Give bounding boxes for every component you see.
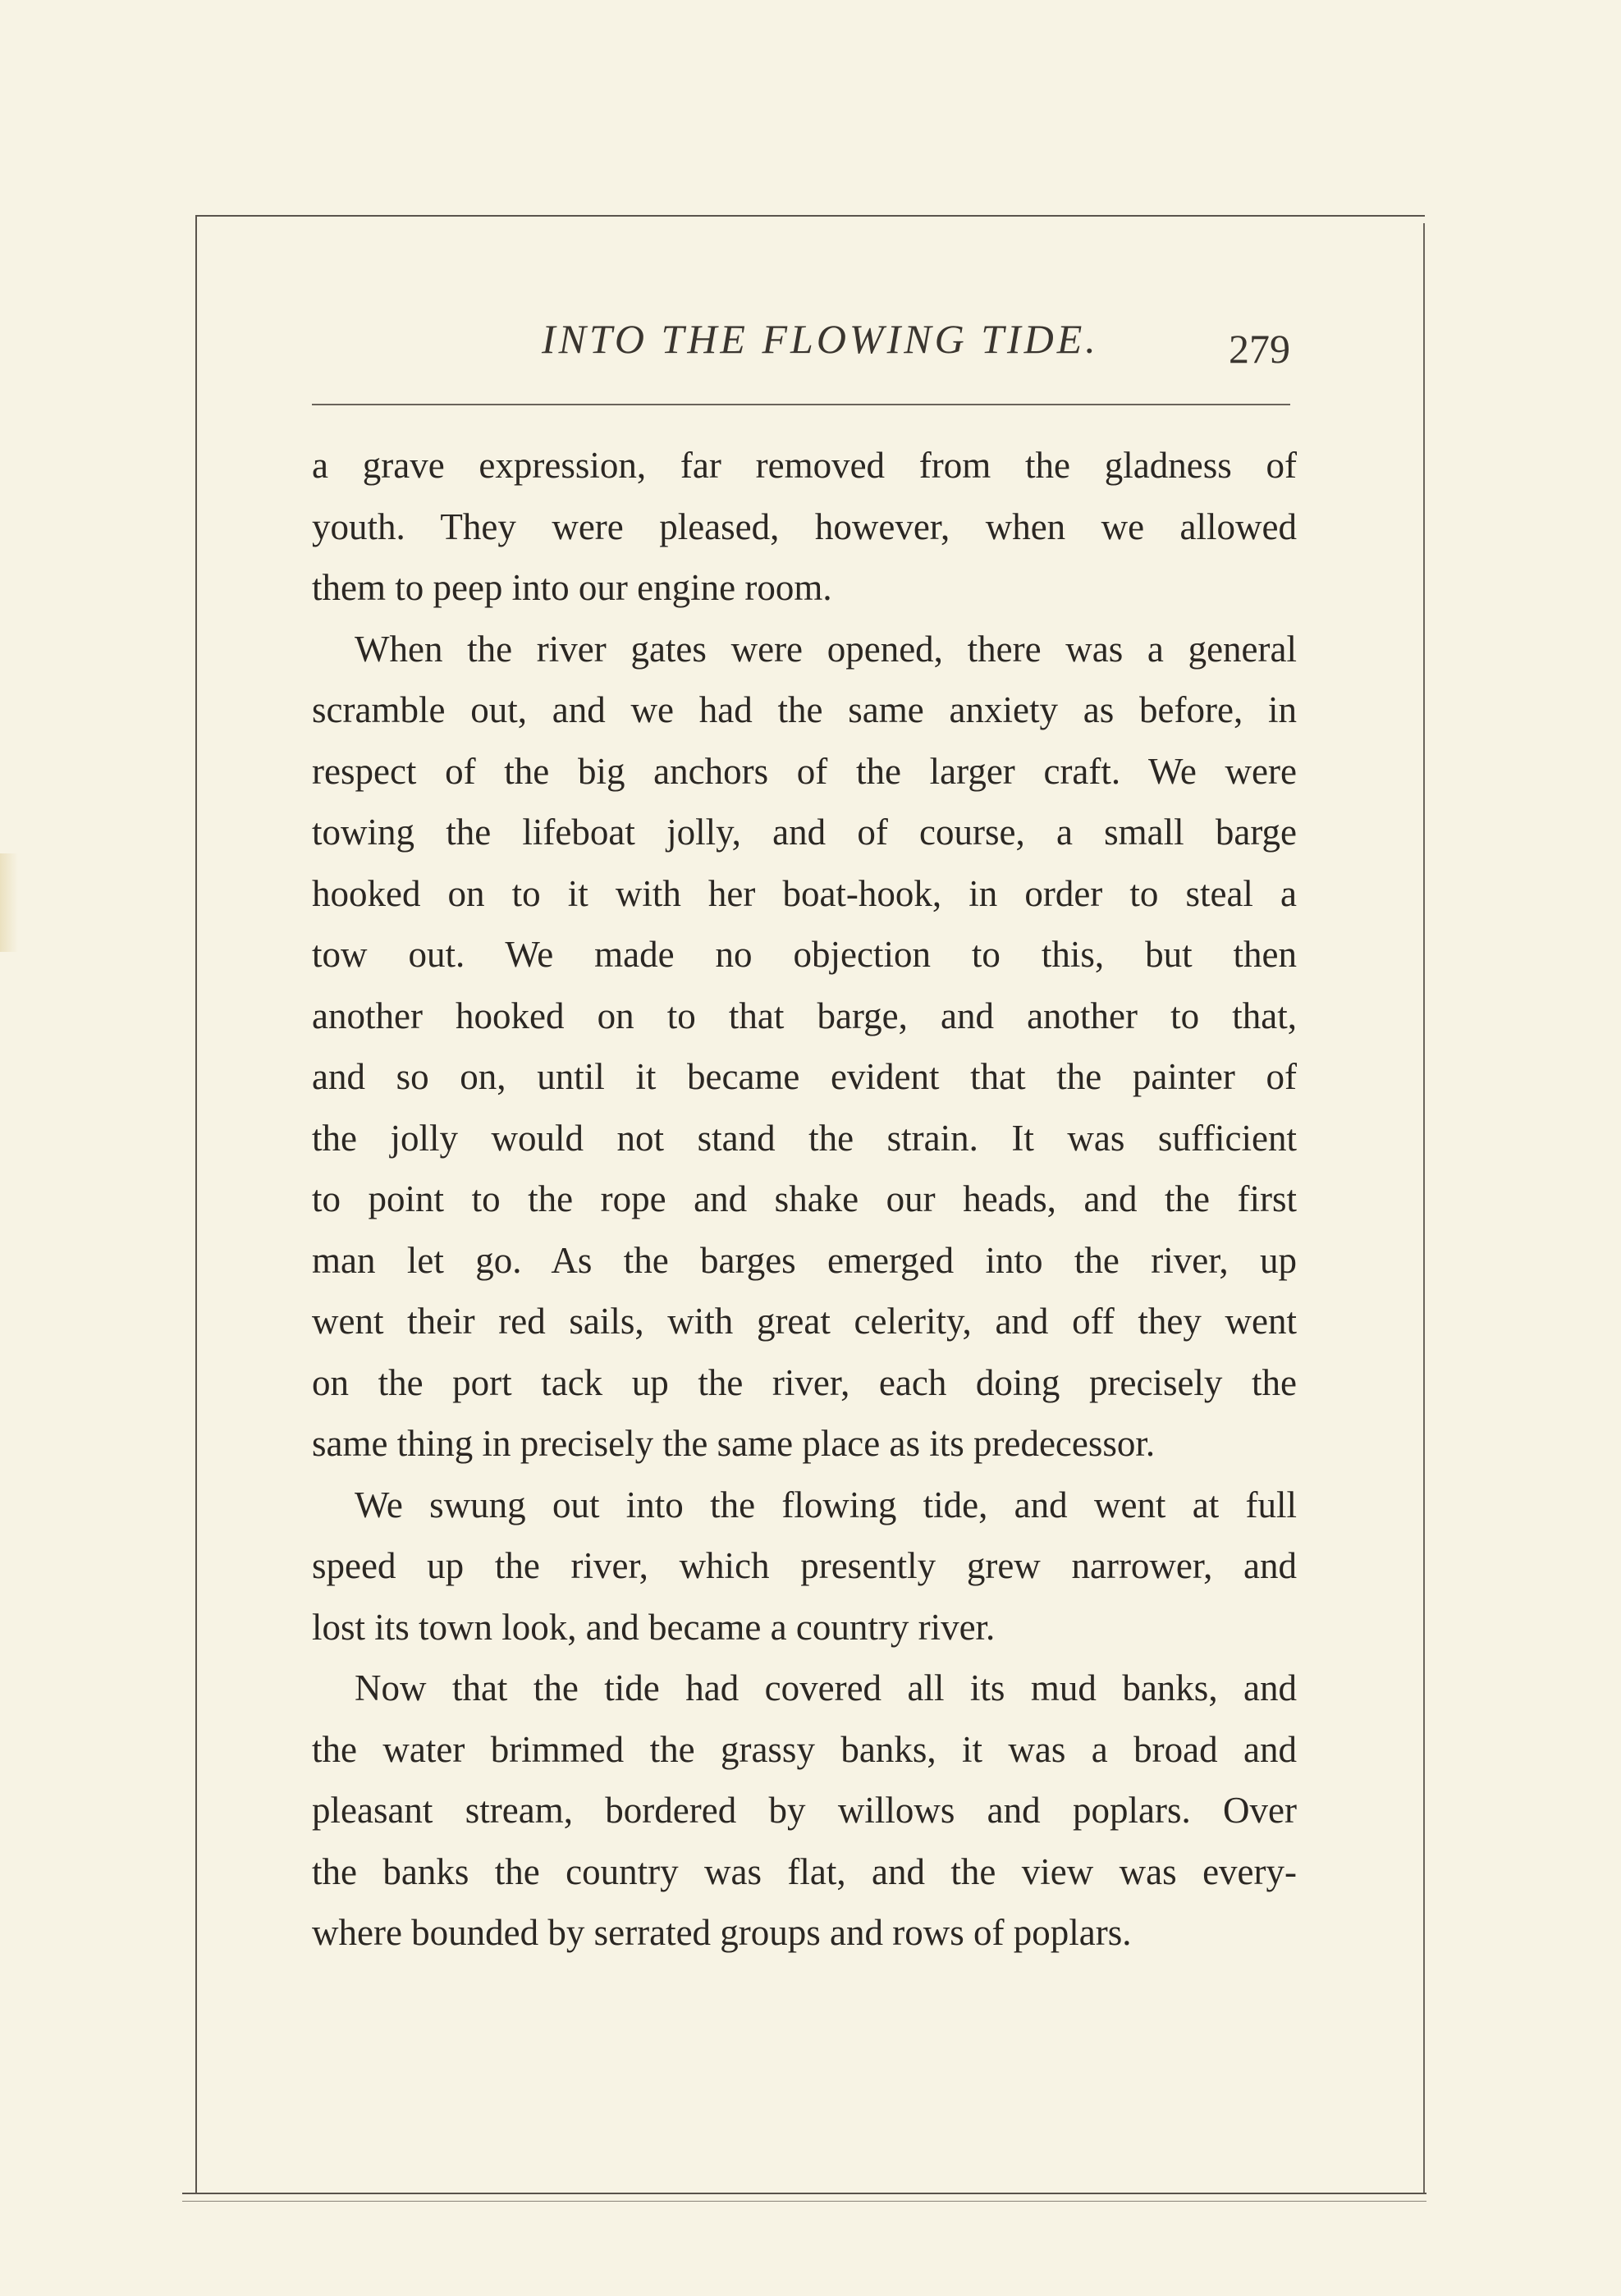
text-line: another hooked on to that barge, and another to that,: [312, 995, 1297, 1036]
frame-bottom-rule: [182, 2193, 1426, 2194]
text-line: When the river gates were opened, there was a general: [355, 628, 1297, 670]
frame-top-rule: [195, 215, 1425, 217]
body-text: [312, 435, 1297, 1964]
text-line: lost its town look, and became a country river.: [312, 1606, 996, 1648]
text-line: pleasant stream, bordered by willows and poplars. Over: [312, 1790, 1297, 1831]
text-line: a grave expression, far removed from the gladness of: [312, 445, 1297, 486]
running-head: [312, 315, 1290, 381]
page-number: 279: [1229, 326, 1290, 372]
text-line: tow out. We made no objection to this, but then: [312, 934, 1297, 975]
text-line: where bounded by serrated groups and rows of poplars.: [312, 1912, 1132, 1953]
frame-right-rule: [1423, 223, 1425, 2194]
text-line: the banks the country was flat, and the view was every-: [312, 1850, 1297, 1892]
text-line: respect of the big anchors of the larger craft. We were: [312, 750, 1297, 792]
text-line: same thing in precisely the same place as its predecessor.: [312, 1423, 1156, 1464]
text-line: man let go. As the barges emerged into the river, up: [312, 1239, 1297, 1281]
header-rule: [312, 404, 1290, 405]
text-line: went their red sails, with great celerity, and off they went: [312, 1301, 1297, 1342]
text-line: We swung out into the flowing tide, and went at full: [355, 1484, 1297, 1525]
frame-left-rule: [195, 215, 197, 2194]
text-line: hooked on to it with her boat-hook, in order to steal a: [312, 872, 1297, 914]
text-line: speed up the river, which presently grew narrower, and: [312, 1545, 1297, 1586]
text-line: towing the lifeboat jolly, and of course, a small barge: [312, 812, 1297, 853]
frame-bottom-inner-rule: [182, 2201, 1426, 2202]
text-line: the jolly would not stand the strain. It was sufficient: [312, 1117, 1297, 1159]
text-line: and so on, until it became evident that the painter of: [312, 1056, 1297, 1097]
text-line: Now that the tide had covered all its mud banks, and: [355, 1667, 1297, 1708]
text-line: youth. They were pleased, however, when we allowed: [312, 505, 1297, 547]
text-line: on the port tack up the river, each doing precisely the: [312, 1361, 1297, 1403]
text-line: scramble out, and we had the same anxiety as before, in: [312, 689, 1297, 730]
page-edge-stain: [0, 853, 18, 952]
text-line: them to peep into our engine room.: [312, 567, 832, 608]
running-title: INTO THE FLOWING TIDE.: [542, 316, 1099, 362]
text-line: to point to the rope and shake our heads, and the first: [312, 1178, 1297, 1219]
text-line: the water brimmed the grassy banks, it was a broad and: [312, 1728, 1297, 1770]
